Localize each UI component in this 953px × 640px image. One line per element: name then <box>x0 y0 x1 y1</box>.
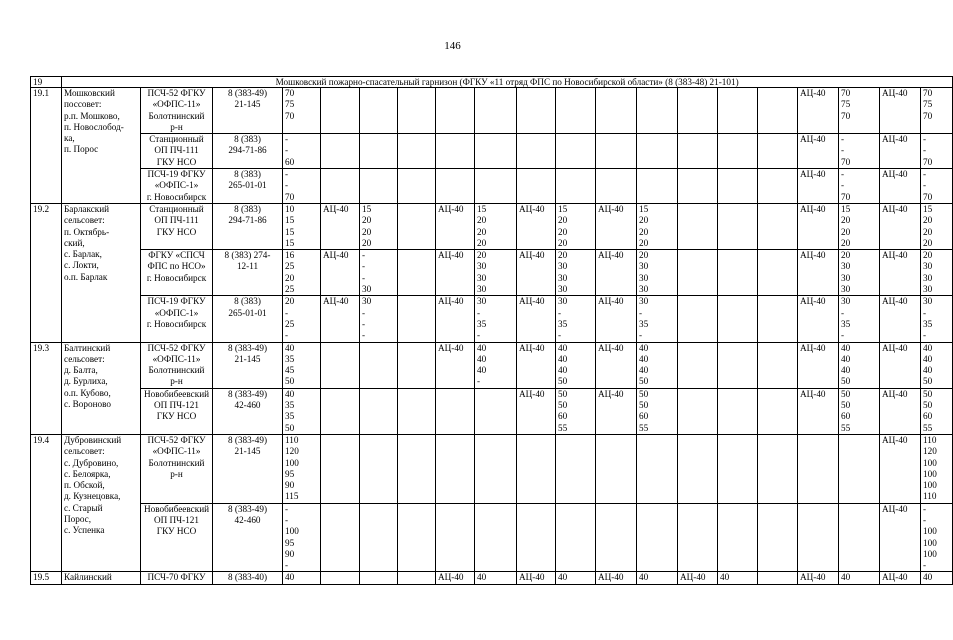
time-cell <box>637 503 678 572</box>
time-cell <box>758 134 798 169</box>
settlement-cell: Кайлинский <box>62 572 141 584</box>
time-cell <box>321 88 360 134</box>
time-cell: 30 - 35 - <box>637 296 678 342</box>
vehicle-cell: АЦ-40 <box>880 388 921 434</box>
time-cell <box>637 434 678 503</box>
vehicle-cell: АЦ-40 <box>436 342 475 388</box>
time-cell: 40 40 40 50 <box>556 342 596 388</box>
unit-phone-cell: 8 (383) 294-71-86 <box>213 134 283 169</box>
time-cell <box>556 434 596 503</box>
unit-phone-cell: 8 (383-49) 42-460 <box>213 388 283 434</box>
time-cell <box>678 134 718 169</box>
time-cell <box>398 134 436 169</box>
unit-phone-cell: 8 (383) 265-01-01 <box>213 296 283 342</box>
time-cell <box>678 434 718 503</box>
time-cell <box>360 388 398 434</box>
time-cell <box>718 88 758 134</box>
time-cell <box>321 503 360 572</box>
settlement-cell: Балтинский сельсовет: д. Балта, д. Бурлиха, о.п. Кубово, с. Вороново <box>62 342 141 434</box>
time-cell: - - 70 <box>921 134 953 169</box>
unit-phone-cell: 8 (383-49) 42-460 <box>213 503 283 572</box>
time-cell: 40 40 40 50 <box>839 342 880 388</box>
time-cell: 40 <box>839 572 880 584</box>
time-cell: 110 120 100 100 100 110 <box>921 434 953 503</box>
vehicle-cell: АЦ-40 <box>880 572 921 584</box>
time-cell <box>718 169 758 204</box>
arrival-time-cell: 20 - 25 - <box>283 296 321 342</box>
table-row <box>31 572 953 584</box>
time-cell: 15 20 20 20 <box>839 203 880 249</box>
time-cell: 40 <box>556 572 596 584</box>
table-row <box>31 388 953 434</box>
time-cell <box>556 169 596 204</box>
time-cell <box>475 503 517 572</box>
time-cell: - - 70 <box>839 134 880 169</box>
vehicle-cell: АЦ-40 <box>798 250 839 296</box>
time-cell <box>596 434 637 503</box>
time-cell <box>678 250 718 296</box>
fire-garrison-table <box>30 76 953 585</box>
time-cell <box>360 169 398 204</box>
time-cell <box>475 388 517 434</box>
time-cell <box>436 434 475 503</box>
time-cell <box>360 134 398 169</box>
vehicle-cell: АЦ-40 <box>596 203 637 249</box>
vehicle-cell: АЦ-40 <box>880 203 921 249</box>
unit-name-cell: Станционный ОП ПЧ-111 ГКУ НСО <box>141 203 213 249</box>
time-cell <box>758 503 798 572</box>
time-cell <box>556 503 596 572</box>
unit-name-cell: ПСЧ-19 ФГКУ «ОФПС-1» г. Новосибирск <box>141 296 213 342</box>
time-cell <box>398 88 436 134</box>
time-cell <box>678 169 718 204</box>
vehicle-cell: АЦ-40 <box>798 203 839 249</box>
settlement-cell: Дубровинский сельсовет: с. Дубровино, с. Белоярка, п. Обской, д. Кузнецовка, с. Старый Порос, с. Успенка <box>62 434 141 572</box>
table-row <box>31 296 953 342</box>
time-cell <box>718 250 758 296</box>
time-cell <box>517 169 556 204</box>
time-cell <box>596 134 637 169</box>
time-cell <box>475 169 517 204</box>
table-row <box>31 169 953 204</box>
group-number: 19.2 <box>31 203 62 342</box>
time-cell: 40 <box>475 572 517 584</box>
time-cell <box>678 296 718 342</box>
time-cell <box>758 88 798 134</box>
vehicle-cell: АЦ-40 <box>596 342 637 388</box>
group-number: 19.3 <box>31 342 62 434</box>
time-cell <box>556 88 596 134</box>
vehicle-cell: АЦ-40 <box>798 88 839 134</box>
vehicle-cell: АЦ-40 <box>880 250 921 296</box>
group-number: 19.1 <box>31 88 62 204</box>
vehicle-cell: АЦ-40 <box>798 296 839 342</box>
arrival-time-cell: - - 60 <box>283 134 321 169</box>
time-cell <box>596 88 637 134</box>
section-number: 19 <box>31 77 62 88</box>
unit-phone-cell: 8 (383-49) 21-145 <box>213 342 283 388</box>
time-cell <box>517 134 556 169</box>
time-cell <box>798 503 839 572</box>
vehicle-cell: АЦ-40 <box>436 250 475 296</box>
vehicle-cell: АЦ-40 <box>517 250 556 296</box>
arrival-time-cell: 40 35 45 50 <box>283 342 321 388</box>
vehicle-cell: АЦ-40 <box>596 388 637 434</box>
time-cell: 50 50 60 55 <box>637 388 678 434</box>
vehicle-cell: АЦ-40 <box>880 88 921 134</box>
section-title: Мошковский пожарно-спасательный гарнизон (ФГКУ «11 отряд ФПС по Новосибирской области» (8 (383-48) 21-101) <box>62 77 953 88</box>
time-cell: 40 40 40 50 <box>921 342 953 388</box>
time-cell <box>678 88 718 134</box>
time-cell <box>321 572 360 584</box>
time-cell <box>556 134 596 169</box>
arrival-time-cell: 10 15 15 15 <box>283 203 321 249</box>
time-cell: 30 - 35 - <box>839 296 880 342</box>
time-cell <box>360 342 398 388</box>
time-cell <box>475 434 517 503</box>
time-cell <box>798 434 839 503</box>
time-cell <box>436 88 475 134</box>
unit-name-cell: ПСЧ-70 ФГКУ <box>141 572 213 584</box>
time-cell <box>758 342 798 388</box>
time-cell <box>637 169 678 204</box>
unit-phone-cell: 8 (383) 274- 12-11 <box>213 250 283 296</box>
page-number: 146 <box>444 40 461 52</box>
time-cell <box>398 388 436 434</box>
time-cell: 20 30 30 30 <box>556 250 596 296</box>
arrival-time-cell: 16 25 20 25 <box>283 250 321 296</box>
time-cell <box>321 388 360 434</box>
vehicle-cell: АЦ-40 <box>880 342 921 388</box>
unit-name-cell: Новобибеевский ОП ПЧ-121 ГКУ НСО <box>141 503 213 572</box>
time-cell <box>718 134 758 169</box>
arrival-time-cell: 40 35 35 50 <box>283 388 321 434</box>
table-row <box>31 503 953 572</box>
vehicle-cell: АЦ-40 <box>880 503 921 572</box>
time-cell: - - 70 <box>921 169 953 204</box>
time-cell <box>360 503 398 572</box>
time-cell <box>475 134 517 169</box>
time-cell <box>678 388 718 434</box>
time-cell <box>758 388 798 434</box>
time-cell <box>758 572 798 584</box>
time-cell <box>839 503 880 572</box>
time-cell: 40 40 40 50 <box>637 342 678 388</box>
table-row <box>31 88 953 134</box>
unit-phone-cell: 8 (383-49) 21-145 <box>213 88 283 134</box>
time-cell: 20 30 30 30 <box>921 250 953 296</box>
time-cell <box>398 250 436 296</box>
time-cell: - - 100 100 100 - <box>921 503 953 572</box>
time-cell <box>637 134 678 169</box>
time-cell: 40 40 40 - <box>475 342 517 388</box>
table-row <box>31 434 953 503</box>
vehicle-cell: АЦ-40 <box>798 342 839 388</box>
time-cell: 50 50 60 55 <box>921 388 953 434</box>
vehicle-cell: АЦ-40 <box>798 572 839 584</box>
vehicle-cell: АЦ-40 <box>880 434 921 503</box>
time-cell <box>517 434 556 503</box>
time-cell: 30 - 35 - <box>556 296 596 342</box>
time-cell <box>839 434 880 503</box>
time-cell <box>678 342 718 388</box>
unit-name-cell: ФГКУ «СПСЧ ФПС по НСО» г. Новосибирск <box>141 250 213 296</box>
time-cell <box>398 572 436 584</box>
vehicle-cell: АЦ-40 <box>436 296 475 342</box>
vehicle-cell: АЦ-40 <box>517 203 556 249</box>
vehicle-cell: АЦ-40 <box>321 203 360 249</box>
time-cell <box>398 203 436 249</box>
vehicle-cell: АЦ-40 <box>436 203 475 249</box>
time-cell: 15 20 20 20 <box>637 203 678 249</box>
time-cell <box>517 88 556 134</box>
time-cell <box>436 169 475 204</box>
unit-name-cell: ПСЧ-19 ФГКУ «ОФПС-1» г. Новосибирск <box>141 169 213 204</box>
time-cell <box>321 434 360 503</box>
time-cell <box>718 342 758 388</box>
time-cell: 20 30 30 30 <box>637 250 678 296</box>
vehicle-cell: АЦ-40 <box>517 572 556 584</box>
vehicle-cell: АЦ-40 <box>517 296 556 342</box>
time-cell: 30 - 35 - <box>921 296 953 342</box>
garrison-header-row <box>31 77 953 88</box>
time-cell <box>321 169 360 204</box>
unit-name-cell: ПСЧ-52 ФГКУ «ОФПС-11» Болотнинский р-н <box>141 88 213 134</box>
arrival-time-cell: 110 120 100 95 90 115 <box>283 434 321 503</box>
time-cell <box>398 342 436 388</box>
vehicle-cell: АЦ-40 <box>880 134 921 169</box>
time-cell <box>678 503 718 572</box>
time-cell <box>758 169 798 204</box>
time-cell <box>321 134 360 169</box>
time-cell <box>758 434 798 503</box>
time-cell: 30 - 35 - <box>475 296 517 342</box>
time-cell <box>718 203 758 249</box>
time-cell <box>321 342 360 388</box>
time-cell <box>637 88 678 134</box>
time-cell <box>758 250 798 296</box>
vehicle-cell: АЦ-40 <box>798 388 839 434</box>
vehicle-cell: АЦ-40 <box>880 169 921 204</box>
vehicle-cell: АЦ-40 <box>596 296 637 342</box>
unit-name-cell: ПСЧ-52 ФГКУ «ОФПС-11» Болотнинский р-н <box>141 342 213 388</box>
time-cell <box>436 388 475 434</box>
time-cell: 50 50 60 55 <box>556 388 596 434</box>
settlement-cell: Мошковский поссовет: р.п. Мошково, п. Новослобод- ка, п. Порос <box>62 88 141 204</box>
unit-phone-cell: 8 (383-40) <box>213 572 283 584</box>
time-cell <box>678 203 718 249</box>
time-cell: 40 <box>921 572 953 584</box>
time-cell <box>758 296 798 342</box>
time-cell <box>718 434 758 503</box>
vehicle-cell: АЦ-40 <box>798 134 839 169</box>
unit-phone-cell: 8 (383) 265-01-01 <box>213 169 283 204</box>
vehicle-cell: АЦ-40 <box>596 250 637 296</box>
vehicle-cell: АЦ-40 <box>517 342 556 388</box>
arrival-time-cell: - - 100 95 90 - <box>283 503 321 572</box>
time-cell <box>398 434 436 503</box>
time-cell: 15 20 20 20 <box>475 203 517 249</box>
time-cell: 50 50 60 55 <box>839 388 880 434</box>
vehicle-cell: АЦ-40 <box>880 296 921 342</box>
unit-name-cell: Станционный ОП ПЧ-111 ГКУ НСО <box>141 134 213 169</box>
time-cell <box>718 296 758 342</box>
time-cell <box>398 169 436 204</box>
time-cell: 40 <box>637 572 678 584</box>
vehicle-cell: АЦ-40 <box>596 572 637 584</box>
time-cell <box>596 503 637 572</box>
time-cell <box>436 134 475 169</box>
time-cell <box>718 503 758 572</box>
arrival-time-cell: 40 <box>283 572 321 584</box>
table-row <box>31 250 953 296</box>
vehicle-cell: АЦ-40 <box>436 572 475 584</box>
vehicle-cell: АЦ-40 <box>321 296 360 342</box>
time-cell: - - - 30 <box>360 250 398 296</box>
time-cell <box>436 503 475 572</box>
group-number: 19.4 <box>31 434 62 572</box>
time-cell <box>517 503 556 572</box>
time-cell: 15 20 20 20 <box>921 203 953 249</box>
time-cell <box>475 88 517 134</box>
unit-phone-cell: 8 (383) 294-71-86 <box>213 203 283 249</box>
time-cell: 30 - - - <box>360 296 398 342</box>
time-cell <box>758 203 798 249</box>
time-cell <box>360 88 398 134</box>
vehicle-cell: АЦ-40 <box>678 572 718 584</box>
time-cell: 20 30 30 30 <box>839 250 880 296</box>
time-cell: 70 75 70 <box>921 88 953 134</box>
time-cell: 15 20 20 20 <box>360 203 398 249</box>
vehicle-cell: АЦ-40 <box>798 169 839 204</box>
time-cell <box>360 434 398 503</box>
time-cell <box>360 572 398 584</box>
settlement-cell: Барлакский сельсовет: п. Октябрь- ский, с. Барлак, с. Локти, о.п. Барлак <box>62 203 141 342</box>
time-cell <box>596 169 637 204</box>
time-cell: 40 <box>718 572 758 584</box>
time-cell <box>398 296 436 342</box>
table-body <box>31 77 953 585</box>
unit-name-cell: Новобибеевский ОП ПЧ-121 ГКУ НСО <box>141 388 213 434</box>
table-row <box>31 203 953 249</box>
unit-name-cell: ПСЧ-52 ФГКУ «ОФПС-11» Болотнинский р-н <box>141 434 213 503</box>
unit-phone-cell: 8 (383-49) 21-145 <box>213 434 283 503</box>
time-cell <box>718 388 758 434</box>
time-cell: 70 75 70 <box>839 88 880 134</box>
table-row <box>31 134 953 169</box>
time-cell: - - 70 <box>839 169 880 204</box>
table-row <box>31 342 953 388</box>
time-cell <box>398 503 436 572</box>
vehicle-cell: АЦ-40 <box>517 388 556 434</box>
time-cell: 20 30 30 30 <box>475 250 517 296</box>
vehicle-cell: АЦ-40 <box>321 250 360 296</box>
time-cell: 15 20 20 20 <box>556 203 596 249</box>
group-number: 19.5 <box>31 572 62 584</box>
arrival-time-cell: - - 70 <box>283 169 321 204</box>
arrival-time-cell: 70 75 70 <box>283 88 321 134</box>
